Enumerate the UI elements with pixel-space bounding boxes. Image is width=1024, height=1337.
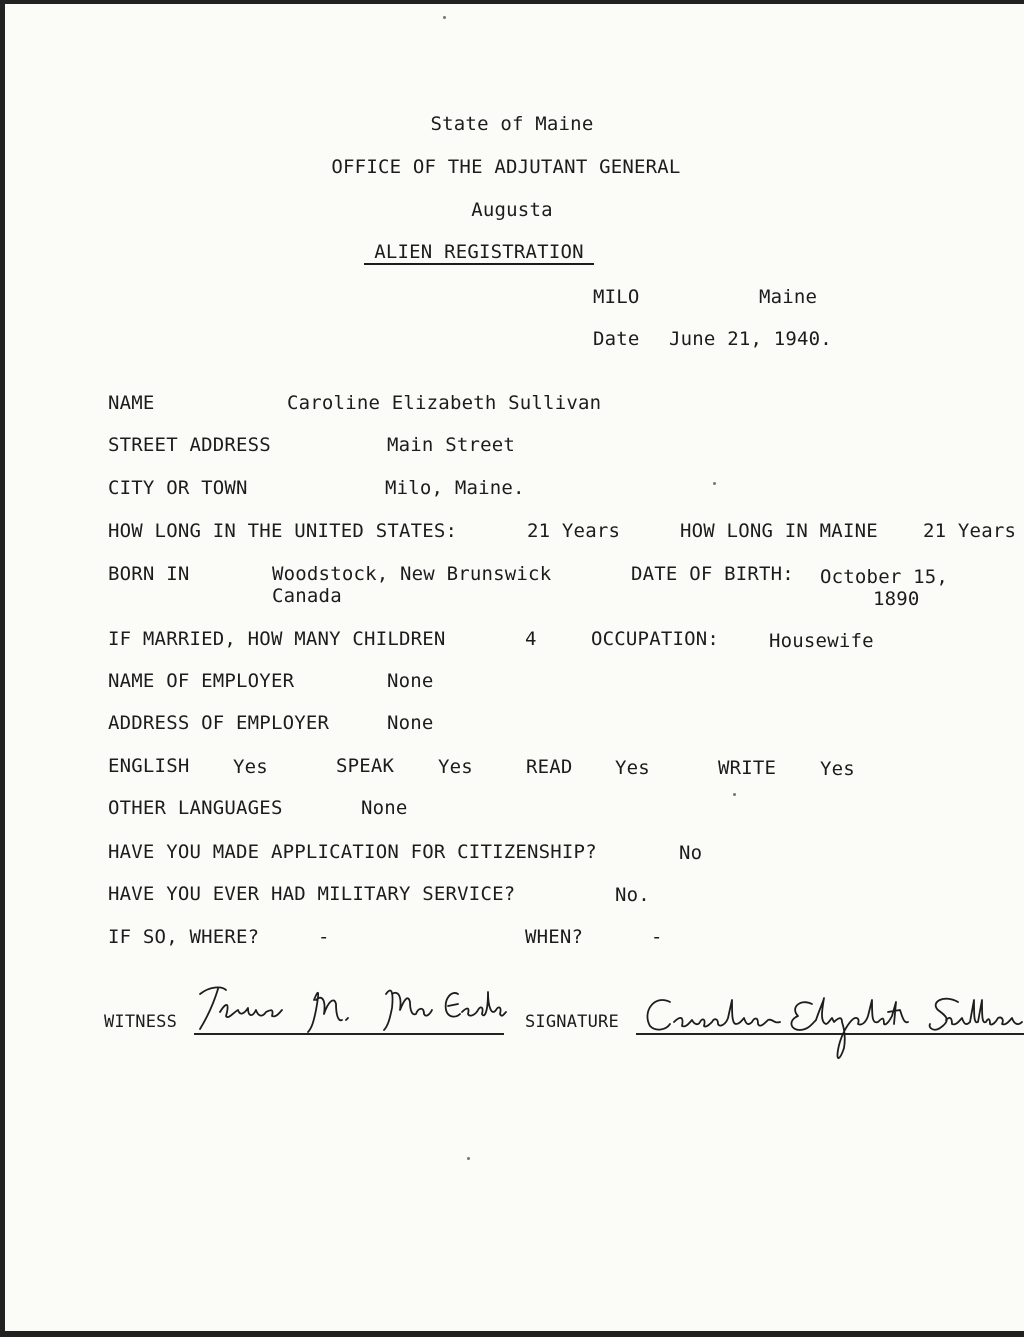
header-city: Augusta — [471, 199, 553, 221]
when-label: WHEN? — [525, 926, 584, 948]
scan-speck — [713, 482, 716, 485]
born-value-line1: Woodstock, New Brunswick — [272, 563, 552, 585]
other-languages-value: None — [361, 797, 408, 819]
born-label: BORN IN — [108, 563, 190, 585]
where-value: - — [318, 926, 330, 948]
speak-label: SPEAK — [336, 755, 395, 777]
signature-label: SIGNATURE — [525, 1012, 619, 1032]
scan-edge-bottom — [0, 1331, 1024, 1337]
other-languages-label: OTHER LANGUAGES — [108, 797, 283, 819]
place-state: Maine — [759, 286, 818, 308]
street-label: STREET ADDRESS — [108, 434, 271, 456]
employer-address-value: None — [387, 712, 434, 734]
scan-speck — [467, 1157, 470, 1160]
applicant-handwritten-signature — [640, 988, 1024, 1072]
english-label: ENGLISH — [108, 755, 190, 777]
citizenship-value: No — [679, 842, 703, 864]
city-town-value: Milo, Maine. — [385, 477, 525, 499]
scan-speck — [733, 793, 736, 796]
read-value: Yes — [615, 757, 650, 779]
write-value: Yes — [820, 758, 855, 780]
children-label: IF MARRIED, HOW MANY CHILDREN — [108, 628, 446, 650]
military-value: No. — [615, 884, 650, 906]
citizenship-label: HAVE YOU MADE APPLICATION FOR CITIZENSHIP? — [108, 841, 597, 863]
witness-label: WITNESS — [104, 1012, 178, 1032]
us-duration-label: HOW LONG IN THE UNITED STATES: — [108, 520, 458, 542]
employer-address-label: ADDRESS OF EMPLOYER — [108, 712, 330, 734]
english-value: Yes — [233, 756, 268, 778]
date-label: Date — [593, 328, 640, 350]
when-value: - — [651, 926, 663, 948]
children-value: 4 — [525, 628, 537, 650]
header-state: State of Maine — [430, 113, 594, 135]
form-title: ALIEN REGISTRATION — [374, 241, 584, 263]
employer-label: NAME OF EMPLOYER — [108, 670, 295, 692]
where-label: IF SO, WHERE? — [108, 926, 260, 948]
place-town: MILO — [593, 286, 640, 308]
street-value: Main Street — [387, 434, 516, 456]
name-label: NAME — [108, 392, 155, 414]
scan-edge-top — [0, 0, 1024, 4]
dob-value-line2: 1890 — [873, 588, 920, 610]
employer-value: None — [387, 670, 434, 692]
read-label: READ — [526, 756, 573, 778]
maine-duration-label: HOW LONG IN MAINE — [680, 520, 878, 542]
occupation-label: OCCUPATION: — [591, 628, 720, 650]
name-value: Caroline Elizabeth Sullivan — [287, 392, 602, 414]
city-town-label: CITY OR TOWN — [108, 477, 248, 499]
dob-value-line1: October 15, — [820, 566, 949, 588]
form-title-underline — [364, 263, 594, 265]
us-duration-value: 21 Years — [527, 520, 621, 542]
date-value: June 21, 1940. — [669, 328, 832, 350]
speak-value: Yes — [438, 756, 473, 778]
maine-duration-value: 21 Years — [923, 520, 1017, 542]
witness-handwritten-signature — [196, 980, 508, 1040]
scan-speck — [443, 16, 446, 19]
write-label: WRITE — [718, 757, 777, 779]
occupation-value: Housewife — [769, 630, 874, 652]
military-label: HAVE YOU EVER HAD MILITARY SERVICE? — [108, 883, 516, 905]
dob-label: DATE OF BIRTH: — [631, 563, 794, 585]
header-office: OFFICE OF THE ADJUTANT GENERAL — [331, 156, 681, 178]
born-value-line2: Canada — [272, 585, 342, 607]
